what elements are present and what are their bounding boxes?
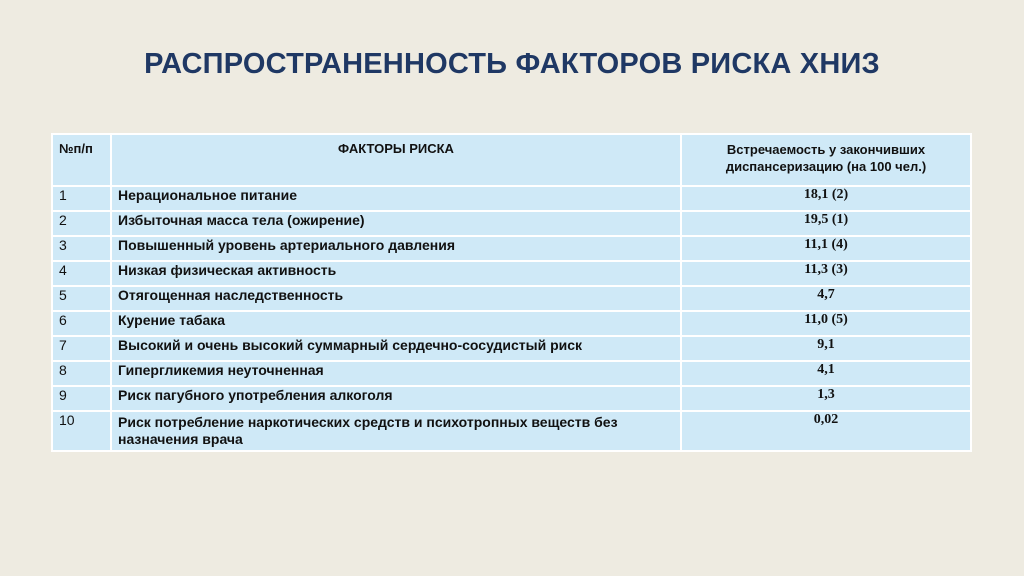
header-factor: ФАКТОРЫ РИСКА <box>111 134 681 186</box>
row-value: 11,0 (5) <box>681 311 971 336</box>
slide-title: РАСПРОСТРАНЕННОСТЬ ФАКТОРОВ РИСКА ХНИЗ <box>144 48 880 80</box>
row-num: 6 <box>52 311 111 336</box>
table-row <box>52 361 971 386</box>
row-factor: Высокий и очень высокий суммарный сердечно-сосудистый риск <box>111 336 681 361</box>
row-value: 11,3 (3) <box>681 261 971 286</box>
table-row <box>52 386 971 411</box>
row-factor: Риск пагубного употребления алкоголя <box>111 386 681 411</box>
table-row <box>52 261 971 286</box>
row-factor: Отягощенная наследственность <box>111 286 681 311</box>
risk-factors-table <box>51 133 972 452</box>
row-num: 3 <box>52 236 111 261</box>
table-row <box>52 336 971 361</box>
row-value: 19,5 (1) <box>681 211 971 236</box>
header-value: Встречаемость у закончивших диспансеризацию (на 100 чел.) <box>681 134 971 186</box>
table-row <box>52 236 971 261</box>
row-num: 8 <box>52 361 111 386</box>
row-factor: Нерациональное питание <box>111 186 681 211</box>
row-num: 1 <box>52 186 111 211</box>
row-factor: Повышенный уровень артериального давления <box>111 236 681 261</box>
header-num: №п/п <box>52 134 111 186</box>
table-row <box>52 211 971 236</box>
row-factor: Гипергликемия неуточненная <box>111 361 681 386</box>
row-factor: Курение табака <box>111 311 681 336</box>
row-num: 7 <box>52 336 111 361</box>
row-num: 5 <box>52 286 111 311</box>
row-num: 9 <box>52 386 111 411</box>
row-factor: Низкая физическая активность <box>111 261 681 286</box>
row-num: 4 <box>52 261 111 286</box>
row-value: 1,3 <box>681 386 971 411</box>
row-value: 4,1 <box>681 361 971 386</box>
row-value: 18,1 (2) <box>681 186 971 211</box>
row-value: 11,1 (4) <box>681 236 971 261</box>
table-row <box>52 311 971 336</box>
row-num: 2 <box>52 211 111 236</box>
row-value: 9,1 <box>681 336 971 361</box>
table-row <box>52 286 971 311</box>
row-value: 0,02 <box>681 411 971 451</box>
table-header-row <box>52 134 971 186</box>
table-row <box>52 186 971 211</box>
row-factor: Риск потребление наркотических средств и психотропных веществ без назначения врача <box>111 411 681 451</box>
row-num: 10 <box>52 411 111 451</box>
row-value: 4,7 <box>681 286 971 311</box>
row-factor: Избыточная масса тела (ожирение) <box>111 211 681 236</box>
table-row <box>52 411 971 451</box>
